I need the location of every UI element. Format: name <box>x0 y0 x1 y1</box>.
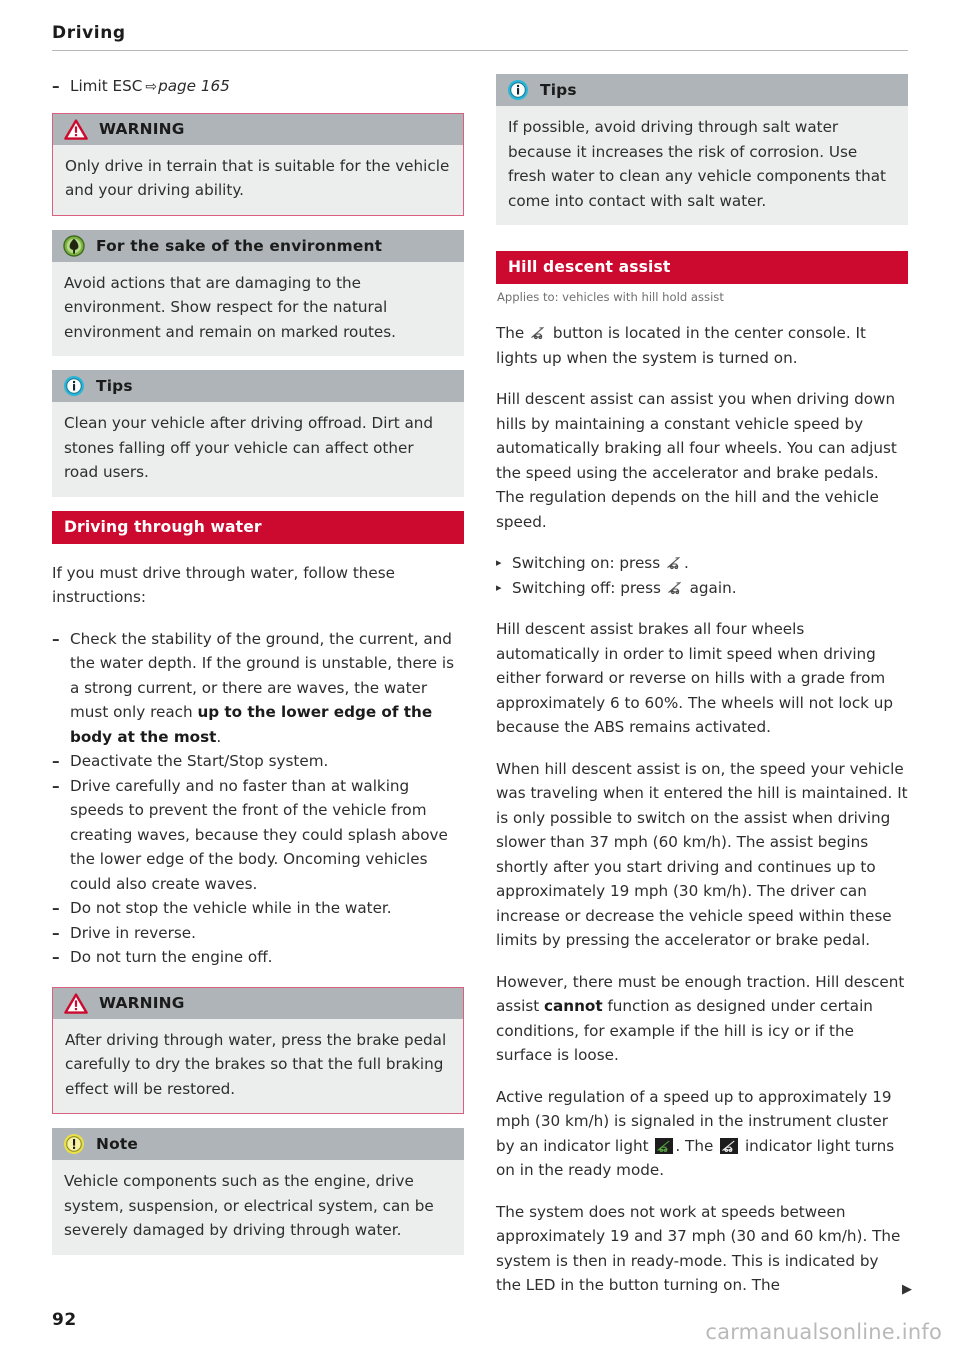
dash-marker: – <box>52 776 60 795</box>
watermark: carmanualsonline.info <box>705 1320 942 1344</box>
warning-triangle-icon <box>64 993 88 1014</box>
list-item-text: Do not stop the vehicle while in the water. <box>70 899 392 917</box>
text-after-badges: indicator light turns on in the ready mode. <box>496 1136 895 1179</box>
callout-title: WARNING <box>99 120 185 138</box>
info-tips-icon <box>63 375 85 397</box>
list-item <box>52 896 464 921</box>
callout-text: Vehicle components such as the engine, drive system, suspension, or electrical system, can be severely damaged by driving through water. <box>64 1172 434 1239</box>
list-item-emphasis: up to the lower edge of the body at the most <box>70 703 433 746</box>
list-item-text: Check the stability of the ground, the current, and the water depth. If the ground is unstable, there is a strong current, or there are waves, the water must only reach <box>70 629 455 721</box>
right-column <box>496 74 912 1298</box>
dash-marker: – <box>52 752 60 770</box>
arrow-right-reference-icon: ⇨ <box>145 79 158 95</box>
triangle-bullet-icon: ▸ <box>496 580 502 594</box>
xref-target[interactable]: page 165 <box>158 77 230 95</box>
text-after-symbol: button is located in the center console. It lights up when the system is turned on. <box>496 324 866 367</box>
callout-text: Only drive in terrain that is suitable for the vehicle and your driving ability. <box>65 156 450 199</box>
list-item <box>52 627 464 750</box>
callout-note-components <box>52 1128 464 1255</box>
section-heading-hill-descent-assist: Hill descent assist <box>496 251 908 284</box>
dash-marker: – <box>52 77 60 95</box>
callout-title: Tips <box>96 377 133 395</box>
list-item-text-tail: . <box>683 554 689 572</box>
paragraph-assist-overview: Hill descent assist can assist you when driving down hills by maintaining a constant vehicle speed by automatically braking all four wheels. You can adjust the speed using the accelerator and brake pedals. The regulation depends on the hill and the vehicle speed. <box>496 390 897 531</box>
list-item-text-tail: . <box>216 727 222 746</box>
callout-warning-brakes <box>52 987 464 1115</box>
list-item-text: Switching off: press <box>512 578 666 597</box>
text-between-badges: . The <box>675 1136 719 1155</box>
warning-triangle-icon <box>64 119 88 140</box>
dash-marker: – <box>52 629 60 648</box>
list-item-text: Switching on: press <box>512 554 665 572</box>
list-item <box>52 774 464 897</box>
list-item <box>52 921 464 946</box>
hill-descent-indicator-white-badge-icon <box>720 1138 738 1154</box>
callout-body <box>52 402 464 497</box>
callout-caption <box>53 114 463 145</box>
info-tips-icon <box>507 79 529 101</box>
list-item <box>52 945 464 970</box>
callout-caption <box>52 1128 464 1160</box>
running-header <box>52 22 908 51</box>
list-item <box>496 551 908 576</box>
switching-list <box>496 551 908 600</box>
paragraph-braking-detail: Hill descent assist brakes all four wheels automatically in order to limit speed when driving either forward or reverse on hills with a grade from approximately 6 to 60%. The wheels will not lock up because the ABS remains activated. <box>496 620 894 736</box>
callout-body <box>53 1019 463 1114</box>
callout-caption <box>496 74 908 106</box>
triangle-bullet-icon: ▸ <box>496 556 502 569</box>
paragraph-ready-mode: The system does not work at speeds between approximately 19 and 37 mph (30 and 60 km/h). The system is then in ready-mode. This is indicated by the LED in the button turning on. The <box>496 1202 901 1294</box>
left-column <box>52 74 464 1269</box>
callout-title: For the sake of the environment <box>96 236 383 255</box>
text-before-bold: However, there must be enough traction. Hill descent assist <box>496 972 905 1015</box>
list-item <box>52 749 464 774</box>
cross-reference-limit-esc <box>52 74 464 100</box>
callout-warning-terrain <box>52 113 464 216</box>
paragraph-indicator-light <box>496 1085 908 1183</box>
chapter-title: Driving <box>52 23 126 43</box>
hill-descent-assist-symbol-icon <box>530 325 547 340</box>
hill-descent-assist-symbol-icon <box>666 555 683 570</box>
paragraph-traction-limits <box>496 970 908 1068</box>
list-item-text: Drive carefully and no faster than at walking speeds to prevent the front of the vehicle from creating waves, because they could splash above the lower edge of the body. Oncoming vehicles could also create waves. <box>70 776 448 893</box>
dash-marker: – <box>52 899 60 917</box>
callout-title: Tips <box>540 81 577 99</box>
callout-text: Avoid actions that are damaging to the environment. Show respect for the natural environment and remain on marked routes. <box>64 273 397 341</box>
list-item-text: Do not turn the engine off. <box>70 948 273 966</box>
note-exclamation-icon <box>63 1133 85 1155</box>
paragraph-speed-maintained: When hill descent assist is on, the speed your vehicle was traveling when it entered the hill is maintained. It is only possible to switch on the assist when driving slower than 37 mph (60 km/h). The assist begins shortly after you start driving and continues up to approximately 19 mph (30 km/h). The driver can increase or decrease the vehicle speed within these limits by pressing the accelerator or brake pedal. <box>496 759 908 949</box>
xref-label: Limit ESC <box>70 77 143 95</box>
paragraph-button-location <box>496 321 908 370</box>
page-number: 92 <box>52 1310 77 1330</box>
header-rule <box>52 50 908 51</box>
list-item <box>496 576 908 601</box>
callout-title: WARNING <box>99 994 185 1012</box>
two-column-body <box>52 74 912 1298</box>
emphasis-cannot: cannot <box>544 997 603 1015</box>
callout-body <box>496 106 908 225</box>
section-heading-driving-through-water: Driving through water <box>52 511 464 544</box>
callout-body <box>53 145 463 215</box>
callout-environment <box>52 230 464 357</box>
tree-environment-icon <box>63 235 85 257</box>
list-item-text: Deactivate the Start/Stop system. <box>70 752 329 770</box>
text-after-bold: function as designed under certain conditions, for example if the hill is icy or if the surface is loose. <box>496 997 873 1064</box>
text-before-badge: Active regulation of a speed up to approximately 19 mph (30 km/h) is signaled in the instrument cluster by an indicator light <box>496 1087 892 1155</box>
continuation-arrow-icon: ▶ <box>902 1281 912 1297</box>
callout-text: After driving through water, press the brake pedal carefully to dry the brakes so that the full braking effect will be restored. <box>65 1030 447 1098</box>
applies-to-note: Applies to: vehicles with hill hold assist <box>497 290 724 304</box>
callout-tips-saltwater <box>496 74 908 225</box>
callout-text: If possible, avoid driving through salt water because it increases the risk of corrosion. Use fresh water to clean any vehicle components that come into contact with salt water. <box>508 118 886 210</box>
callout-title: Note <box>96 1135 139 1153</box>
hill-descent-assist-symbol-icon <box>667 580 684 595</box>
callout-tips-offroad <box>52 370 464 497</box>
list-item-text-tail: again. <box>684 578 737 597</box>
callout-text: Clean your vehicle after driving offroad. Dirt and stones falling off your vehicle can affect other road users. <box>64 414 434 481</box>
text-before-symbol: The <box>496 324 530 342</box>
callout-body <box>52 1160 464 1255</box>
callout-caption <box>52 370 464 402</box>
water-instructions-list <box>52 627 464 970</box>
hill-descent-indicator-green-badge-icon <box>655 1138 673 1154</box>
dash-marker: – <box>52 923 60 942</box>
list-item-text: Drive in reverse. <box>70 923 196 942</box>
section-intro: If you must drive through water, follow these instructions: <box>52 563 395 606</box>
callout-caption <box>53 988 463 1019</box>
callout-body <box>52 262 464 357</box>
dash-marker: – <box>52 948 60 966</box>
callout-caption <box>52 230 464 262</box>
